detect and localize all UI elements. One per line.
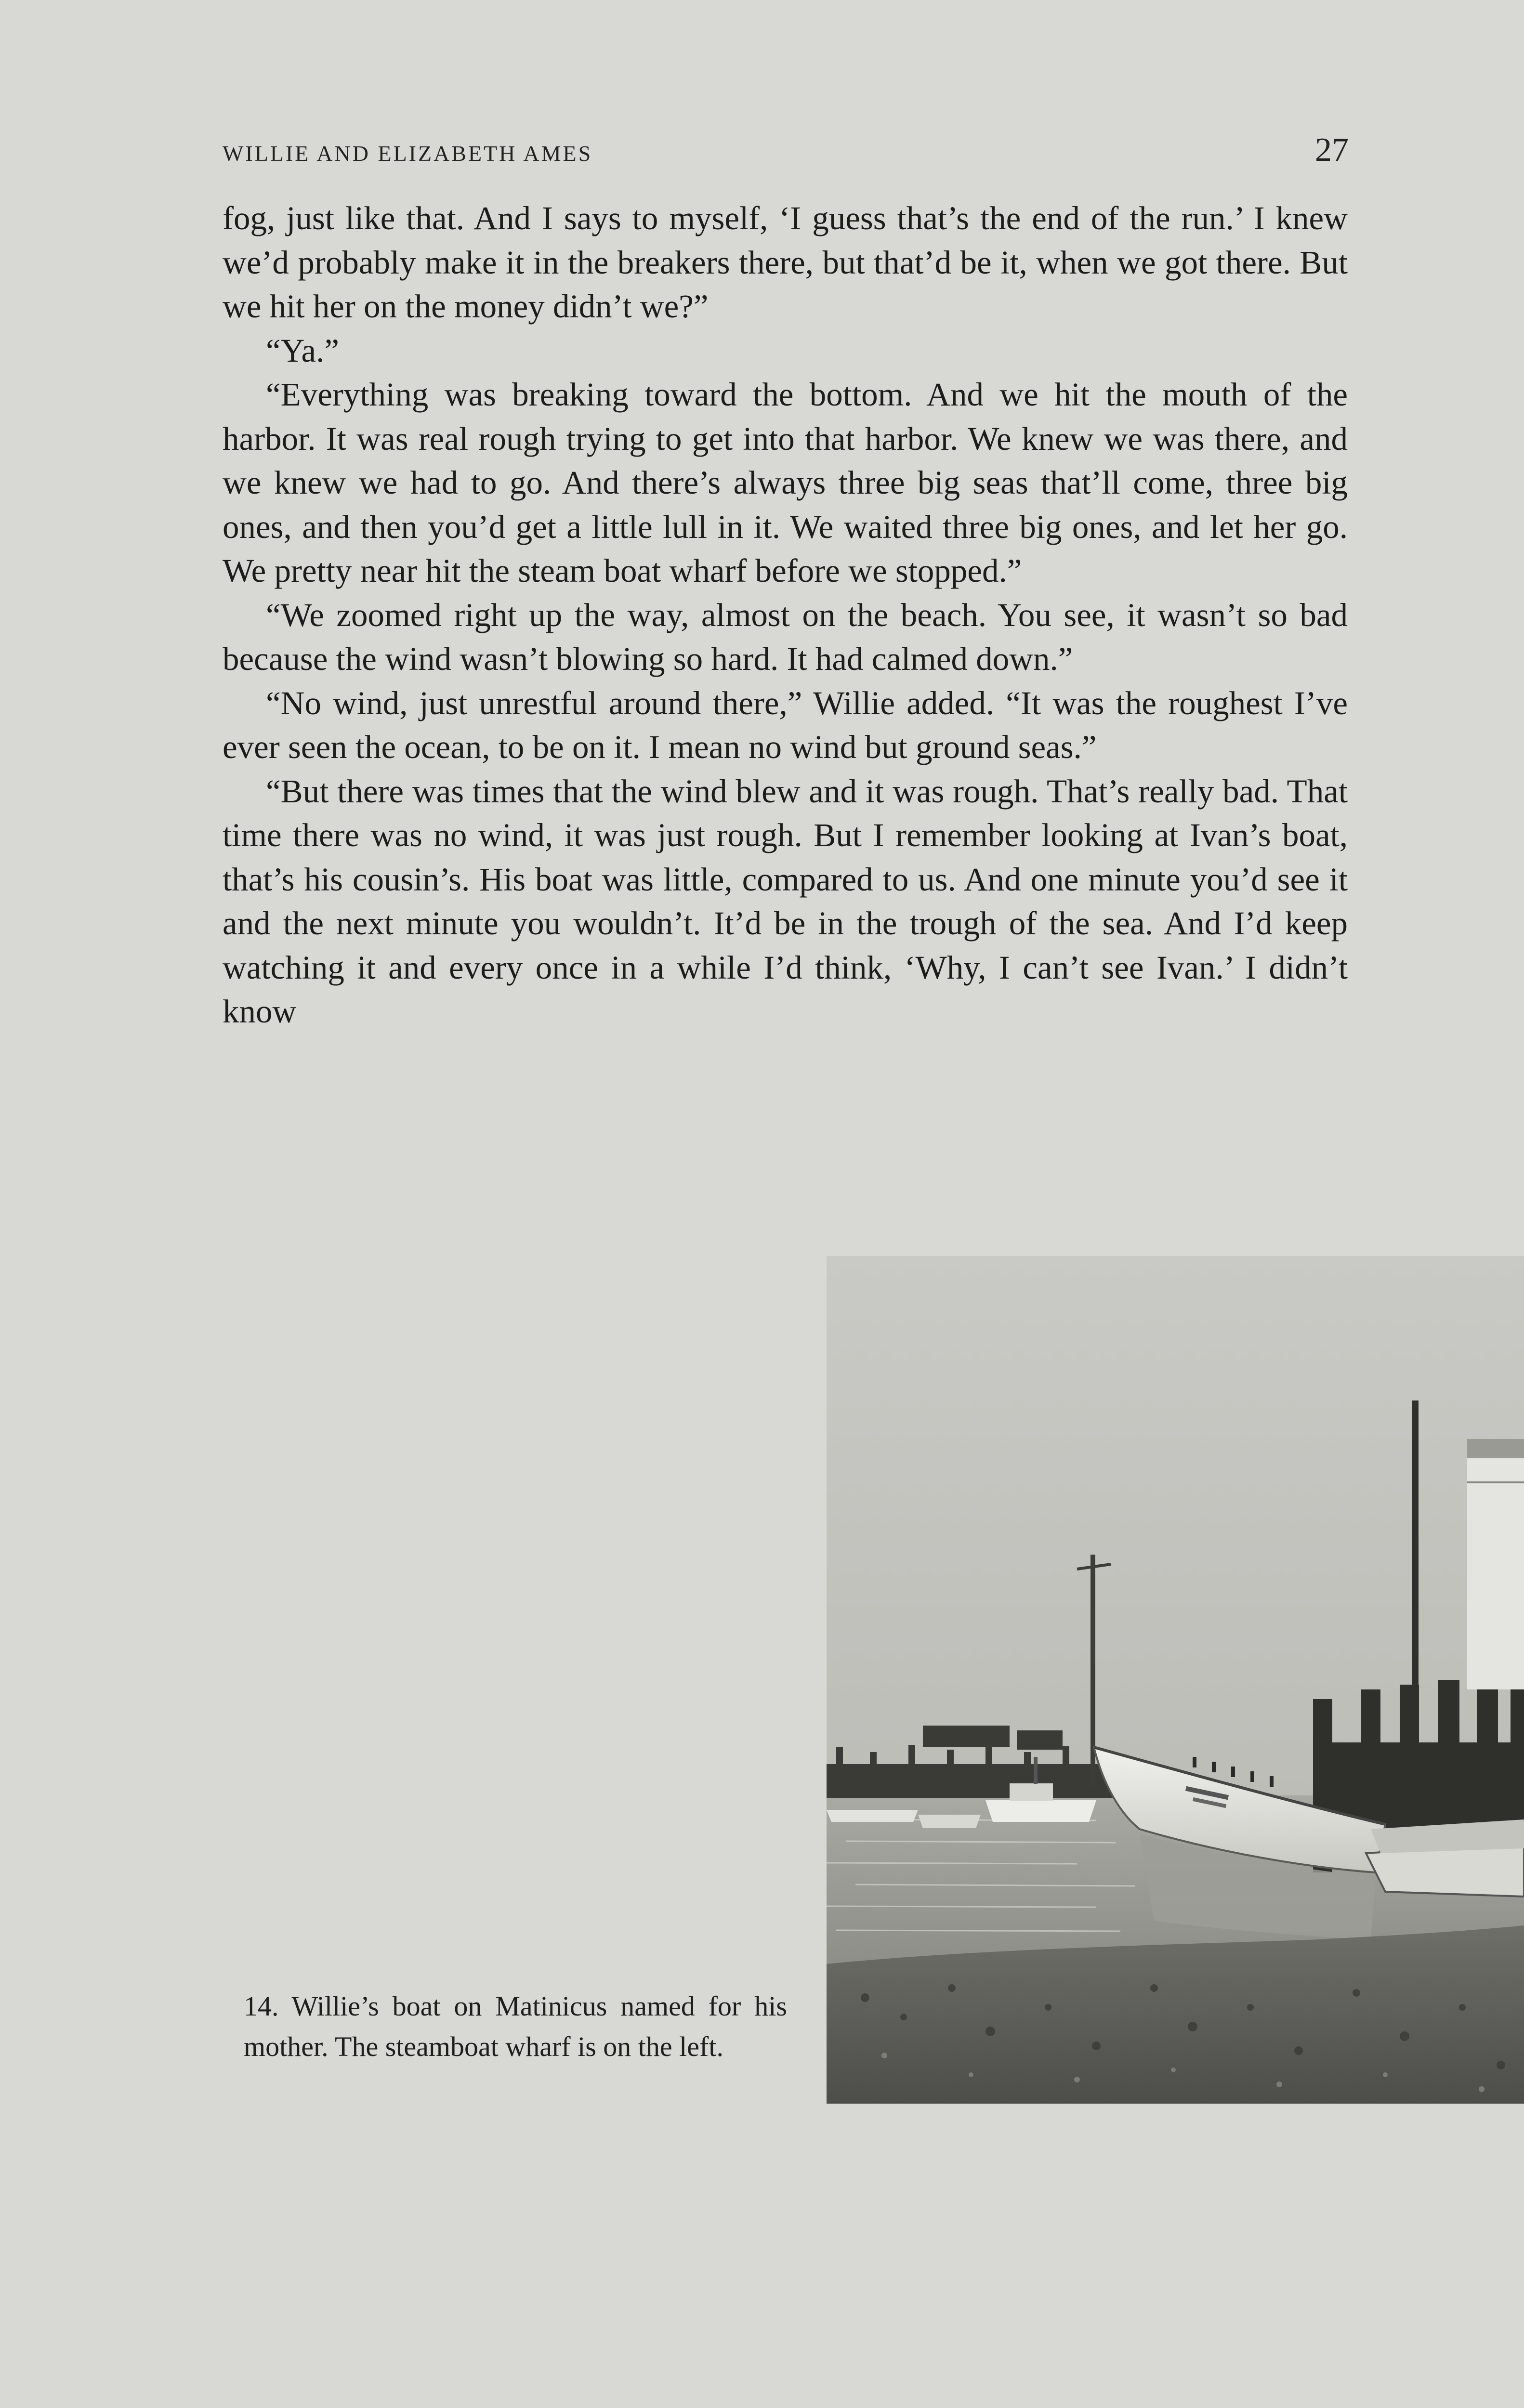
figure-caption (244, 1986, 787, 2067)
paragraph: “Ya.” (266, 332, 340, 369)
paragraph: fog, just like that. And I says to myself, ‘I guess that’s the end of the run.’ I knew we’d probably make it in the breakers there, but that’d be it, when we got there. But we hit her on the money didn’t we?” (223, 200, 1348, 325)
wharf-shed (1467, 1439, 1524, 1689)
harbor-boat-illustration (827, 1256, 1524, 2104)
paragraph: “But there was times that the wind blew and it was rough. That’s really bad. That time there was no wind, it was just rough. But I remember looking at Ivan’s boat, that’s his cousin’s. His boat was little, compared to us. And one minute you’d see it and the next minute you wouldn’t. It’d be in the trough of the sea. And I’d keep watching it and every once in a while I’d think, ‘Why, I can’t see Ivan.’ I didn’t know (223, 772, 1348, 1030)
running-head: WILLIE AND ELIZABETH AMES (223, 141, 593, 166)
paragraph: “Everything was breaking toward the bottom. And we hit the mouth of the harbor. It was real rough trying to get into that harbor. We knew we was there, and we knew we had to go. And there’s always three big seas that’ll come, three big ones, and then you’d get a little lull in it. We waited three big ones, and let her go. We pretty near hit the steam boat wharf before we stopped.” (223, 376, 1348, 589)
paragraph: “No wind, just unrestful around there,” Willie added. “It was the roughest I’ve ever seen the ocean, to be on it. I mean no wind but ground seas.” (223, 684, 1348, 765)
paragraph: “We zoomed right up the way, almost on the beach. You see, it wasn’t so bad because the wind wasn’t blowing so hard. It had calmed down.” (223, 596, 1348, 677)
page-number: 27 (1315, 131, 1349, 169)
body-text (223, 196, 1348, 1034)
boat-photo (827, 1256, 1524, 2104)
sky (827, 1256, 1524, 1795)
caption-text: 14. Willie’s boat on Matinicus named for his mother. The steamboat wharf is on the left. (244, 1990, 787, 2062)
